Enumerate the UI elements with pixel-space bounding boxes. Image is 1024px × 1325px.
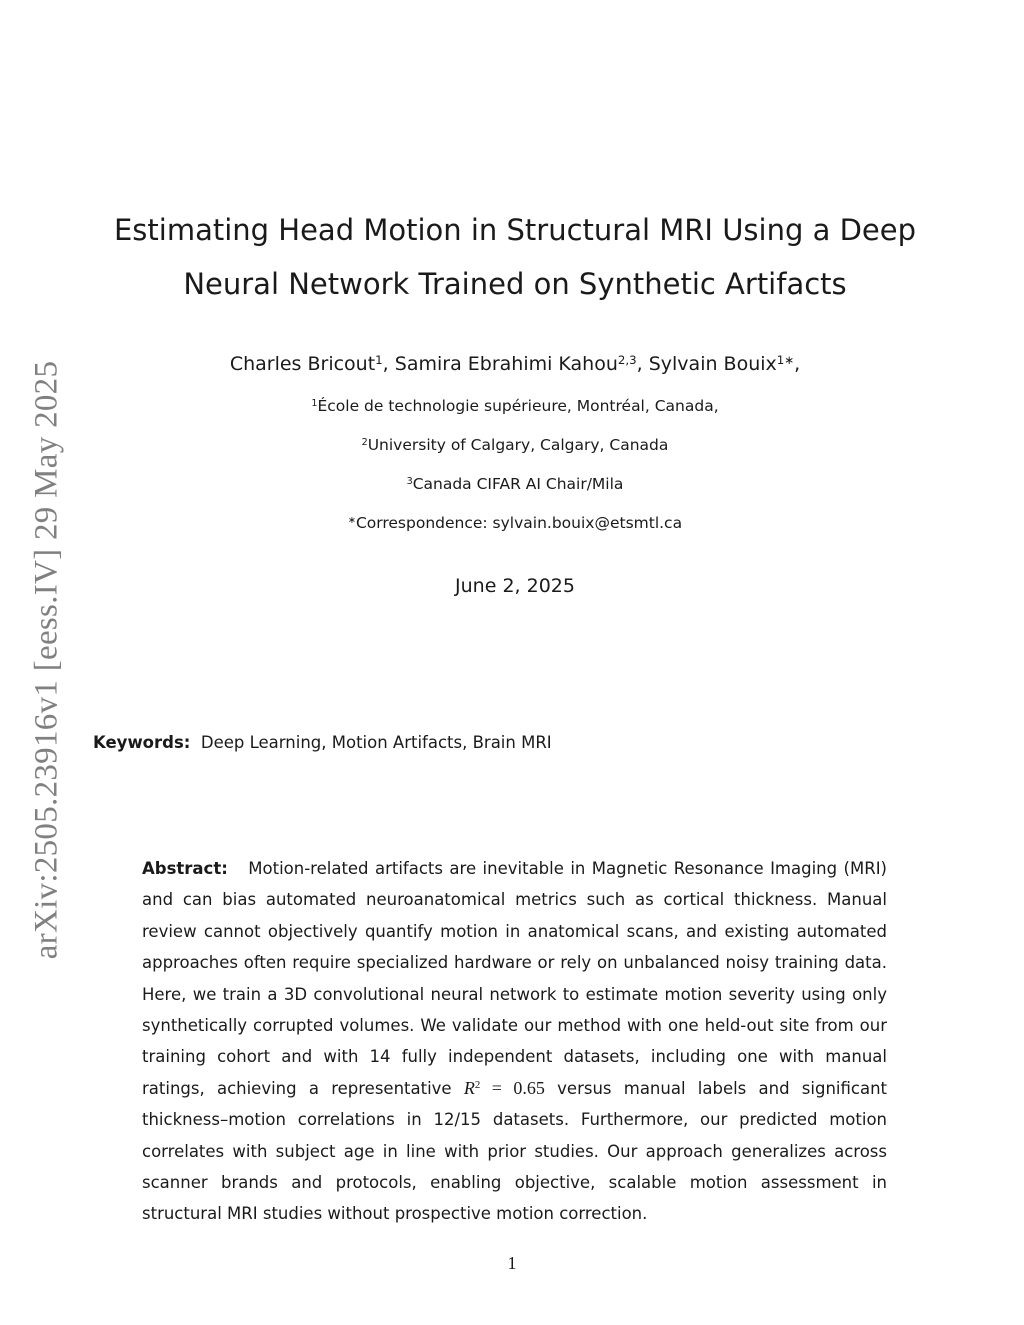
paper-date: June 2, 2025 bbox=[455, 575, 575, 597]
arxiv-sidebar-stamp: arXiv:2505.23916v1 [eess.IV] 29 May 2025 bbox=[28, 360, 65, 960]
affil-sup: 3 bbox=[406, 476, 413, 488]
affiliation-1 bbox=[100, 397, 930, 415]
author-separator: , bbox=[382, 353, 395, 375]
affil-text: École de technologie supérieure, Montréal, Canada, bbox=[317, 397, 719, 415]
correspondence bbox=[100, 514, 930, 532]
title-line-1: Estimating Head Motion in Structural MRI Using a Deep bbox=[113, 213, 917, 247]
math-exponent: 2 bbox=[474, 1078, 481, 1091]
author-separator: , bbox=[794, 353, 801, 375]
title-line-2: Neural Network Trained on Synthetic Artifacts bbox=[183, 267, 847, 301]
author-affil-sup: 1 bbox=[375, 353, 383, 368]
abstract-text-part-1: Motion-related artifacts are inevitable in Magnetic Resonance Imaging (MRI) and can bias automated neuroanatomical metrics such as cortical thickness. Manual review cannot objectively quantify motion in anatomical scans, and existing automated approaches often require specialized hardware or rely on unbalanced noisy training data. Here, we train a 3D convolutional neural network to estimate motion severity using only synthetically corrupted volumes. We validate our method with one held-out site from our training cohort and with 14 fully independent datasets, including one with manual ratings, achieving a representative bbox=[142, 859, 887, 1098]
keywords-text: Deep Learning, Motion Artifacts, Brain MRI bbox=[200, 733, 552, 752]
correspondence-text: Correspondence: sylvain.bouix@etsmtl.ca bbox=[355, 514, 683, 532]
keywords bbox=[93, 733, 552, 752]
math-variable: R bbox=[463, 1077, 475, 1098]
affil-sup: 2 bbox=[361, 437, 368, 449]
abstract-text-part-2: versus manual labels and significant thickness–motion correlations in 12/15 datasets. Furthermore, our predicted motion correlates with subject age in line with prior studies. Our approach generalizes across scanner brands and protocols, enabling objective, scalable motion assessment in structural MRI studies without prospective motion correction. bbox=[142, 1078, 888, 1224]
abstract-label: Abstract: bbox=[142, 859, 228, 878]
abstract bbox=[142, 853, 887, 1230]
r-squared-formula bbox=[464, 1078, 545, 1098]
affil-text: University of Calgary, Calgary, Canada bbox=[367, 436, 669, 454]
author-name: Samira Ebrahimi Kahou bbox=[394, 353, 618, 375]
author-name: Charles Bricout bbox=[229, 353, 376, 375]
paper-title bbox=[100, 203, 930, 311]
author-affil-sup: 2,3 bbox=[617, 353, 637, 368]
affil-sup: 1 bbox=[311, 398, 318, 410]
affil-text: Canada CIFAR AI Chair/Mila bbox=[412, 475, 624, 493]
page-number: 1 bbox=[507, 1253, 517, 1273]
author-list bbox=[100, 353, 930, 375]
affil-sup: ∗ bbox=[347, 515, 356, 527]
author-name: Sylvain Bouix bbox=[648, 353, 777, 375]
author-affil-sup: 1∗ bbox=[776, 353, 795, 368]
author-separator: , bbox=[636, 353, 649, 375]
keywords-label: Keywords: bbox=[93, 733, 191, 752]
math-value: = 0.65 bbox=[480, 1077, 545, 1098]
affiliation-2 bbox=[100, 436, 930, 454]
affiliation-3 bbox=[100, 475, 930, 493]
